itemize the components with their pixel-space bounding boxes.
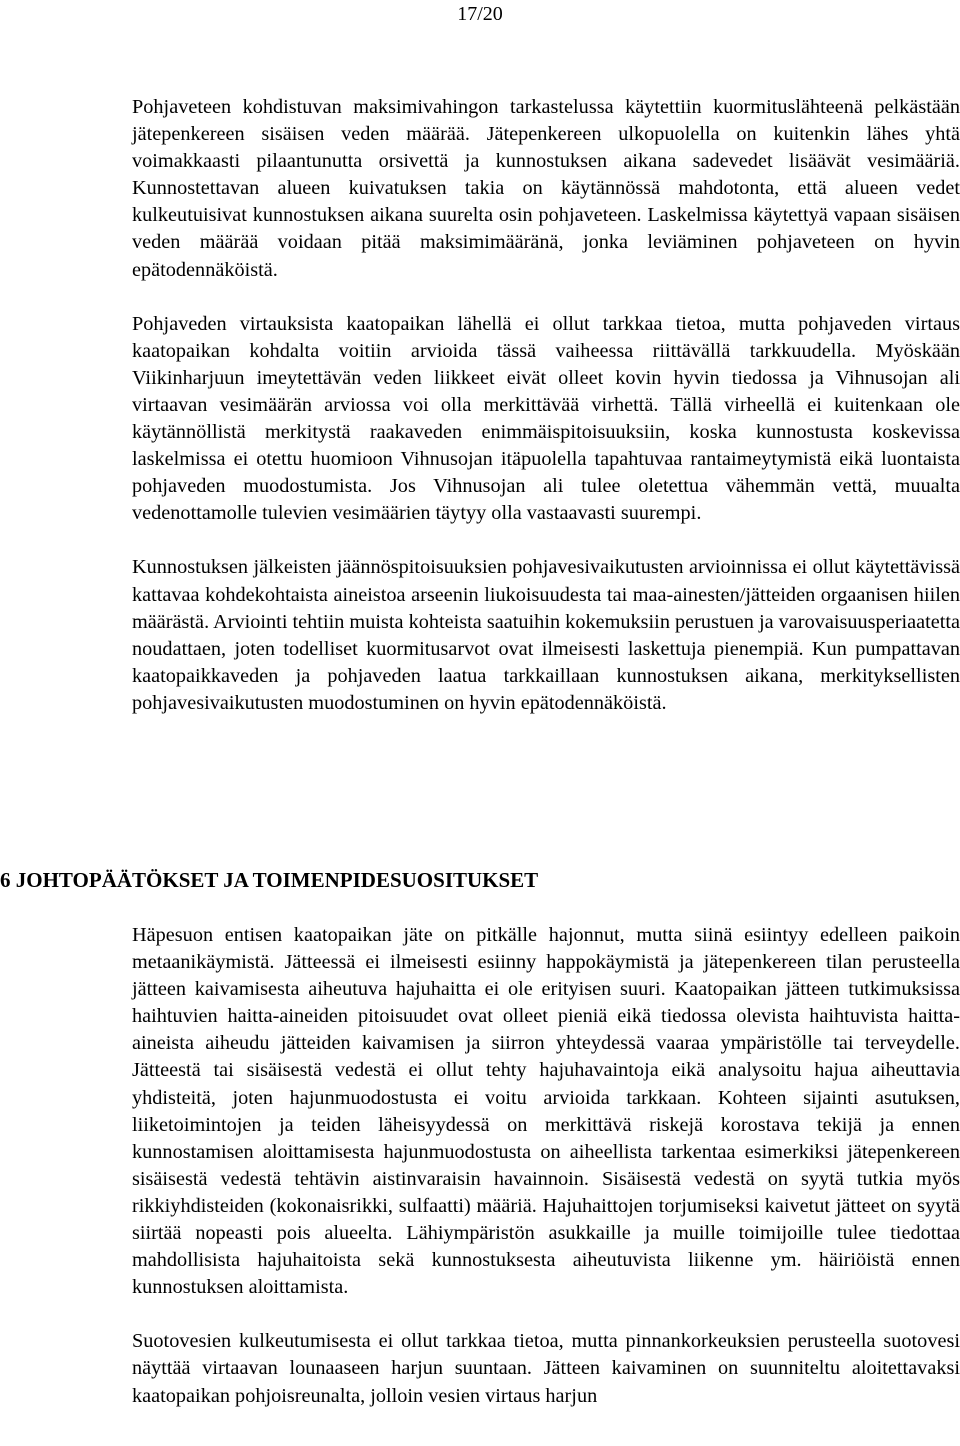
- paragraph-residual-concentrations: Kunnostuksen jälkeisten jäännöspitoisuuksien pohjavesivaikutusten arvioinnissa ei ollut käytettävissä kattavaa kohdekohtaista aineistoa arseenin liukoisuudesta tai maa-ainesten/jätteiden orgaanisen hiilen määrästä. Arviointi tehtiin muista kohteista saatuihin kokemuksiin perustuen ja varovaisuusperiaatetta noudattaen, joten todelliset kuormitusarvot ovat ilmeisesti laskettuja pienempiä. Kun pumpattavan kaatopaikkaveden ja pohjaveden laatua tarkkaillaan kunnostuksen aikana, merkityksellisten pohjavesivaikutusten muodostuminen on hyvin epätodennäköistä.: [132, 556, 960, 714]
- paragraph-seepage-water: Suotovesien kulkeutumisesta ei ollut tarkkaa tietoa, mutta pinnankorkeuksien perusteella suotovesi näyttää virtaavan lounaaseen harjun suuntaan. Jätteen kaivaminen on suunniteltu aloitettavaksi kaatopaikan pohjoisreunalta, jolloin vesien virtaus harjun: [132, 1330, 960, 1407]
- body-text-before-heading: [132, 94, 960, 717]
- section-heading: 6 JOHTOPÄÄTÖKSET JA TOIMENPIDESUOSITUKSET: [0, 868, 539, 892]
- body-text-after-heading: [132, 922, 960, 1410]
- paragraph-groundwater-flow: Pohjaveden virtauksista kaatopaikan lähellä ei ollut tarkkaa tietoa, mutta pohjaveden virtaus kaatopaikan kohdalta voitiin arvioida tässä vaiheessa riittävällä tarkkuudella. Myöskään Viikinharjuun imeytettävän veden liikkeet eivät olleet kovin hyvin tiedossa ja Vihnusojan ali virtaavan vesimäärän arviossa voi olla merkittävää virhettä. Tällä virheellä ei kuitenkaan ole käytännöllistä merkitystä raakaveden enimmäispitoisuuksiin, koska kunnostusta koskevissa laskelmissa ei otettu huomioon Vihnusojan itäpuolella tapahtuvaa rantaimeytymistä eikä luontaista pohjaveden muodostumista. Jos Vihnusojan ali tulee oletettua vähemmän vettä, muualta vedenottamolle tulevien vesimäärien täytyy olla vastaavasti suurempi.: [132, 312, 960, 525]
- paragraph-groundwater-damage: Pohjaveteen kohdistuvan maksimivahingon tarkastelussa käytettiin kuormituslähteenä pelkästään jätepenkereen sisäisen veden määrää. Jätepenkereen ulkopuolella on kuitenkin lähes yhtä voimakkaasti pilaantunutta orsivettä ja kunnostuksen aikana sadevedet lisäävät vesimääriä. Kunnostettavan alueen kuivatuksen takia on käytännössä mahdotonta, että alueen vedet kulkeutuisivat kunnostuksen aikana suurelta osin pohjaveteen. Laskelmissa käytettyä vapaan sisäisen veden määrää voidaan pitää maksimimääränä, jonka leviäminen pohjaveteen on hyvin epätodennäköistä.: [132, 96, 960, 281]
- page-number: 17/20: [457, 3, 503, 25]
- paragraph-waste-decomposition: Häpesuon entisen kaatopaikan jäte on pitkälle hajonnut, mutta siinä esiintyy edelleen paikoin metaanikäymistä. Jätteessä ei ilmeisesti esiinny happokäymistä ja jätepenkereen tilan perusteella jätteen kaivamisesta aiheutuva hajuhaitta ei ole erityisen suuri. Kaatopaikan jätteen tutkimuksissa haihtuvien haitta-aineiden pitoisuudet ovat olleet pieniä eikä tiedossa olevista haihtuvista haitta-aineista aiheudu jätteiden kaivamisen ja siirron yhteydessä vaaraa ympäristölle tai terveydelle. Jätteestä tai sisäisestä vedestä ei ollut tehty hajuhavaintoja eikä analysoitu hajua aiheuttavia yhdisteitä, joten hajunmuodostusta ei voitu arvioida tarkkaan. Kohteen sijainti asutuksen, liiketoimintojen ja teiden läheisyydessä on merkittävä riskejä korostava tekijä ja ennen kunnostamisen aloittamisesta hajunmuodostusta on aiheellista tarkentaa esimerkiksi jätepenkereen sisäisestä vedestä tehtävin aistinvaraisin havainnoin. Sisäisestä vedestä on syytä tutkia myös rikkiyhdisteiden (kokonaisrikki, sulfaatti) määriä. Hajuhaittojen torjumiseksi kaivetut jätteet on syytä siirtää nopeasti pois alueelta. Lähiympäristön asukkaille ja muille toimijoille tulee tiedottaa mahdollisista hajuhaitoista sekä kunnostuksesta aiheutuvista liikenne ym. häiriöistä ennen kunnostuksen aloittamista.: [132, 924, 960, 1299]
